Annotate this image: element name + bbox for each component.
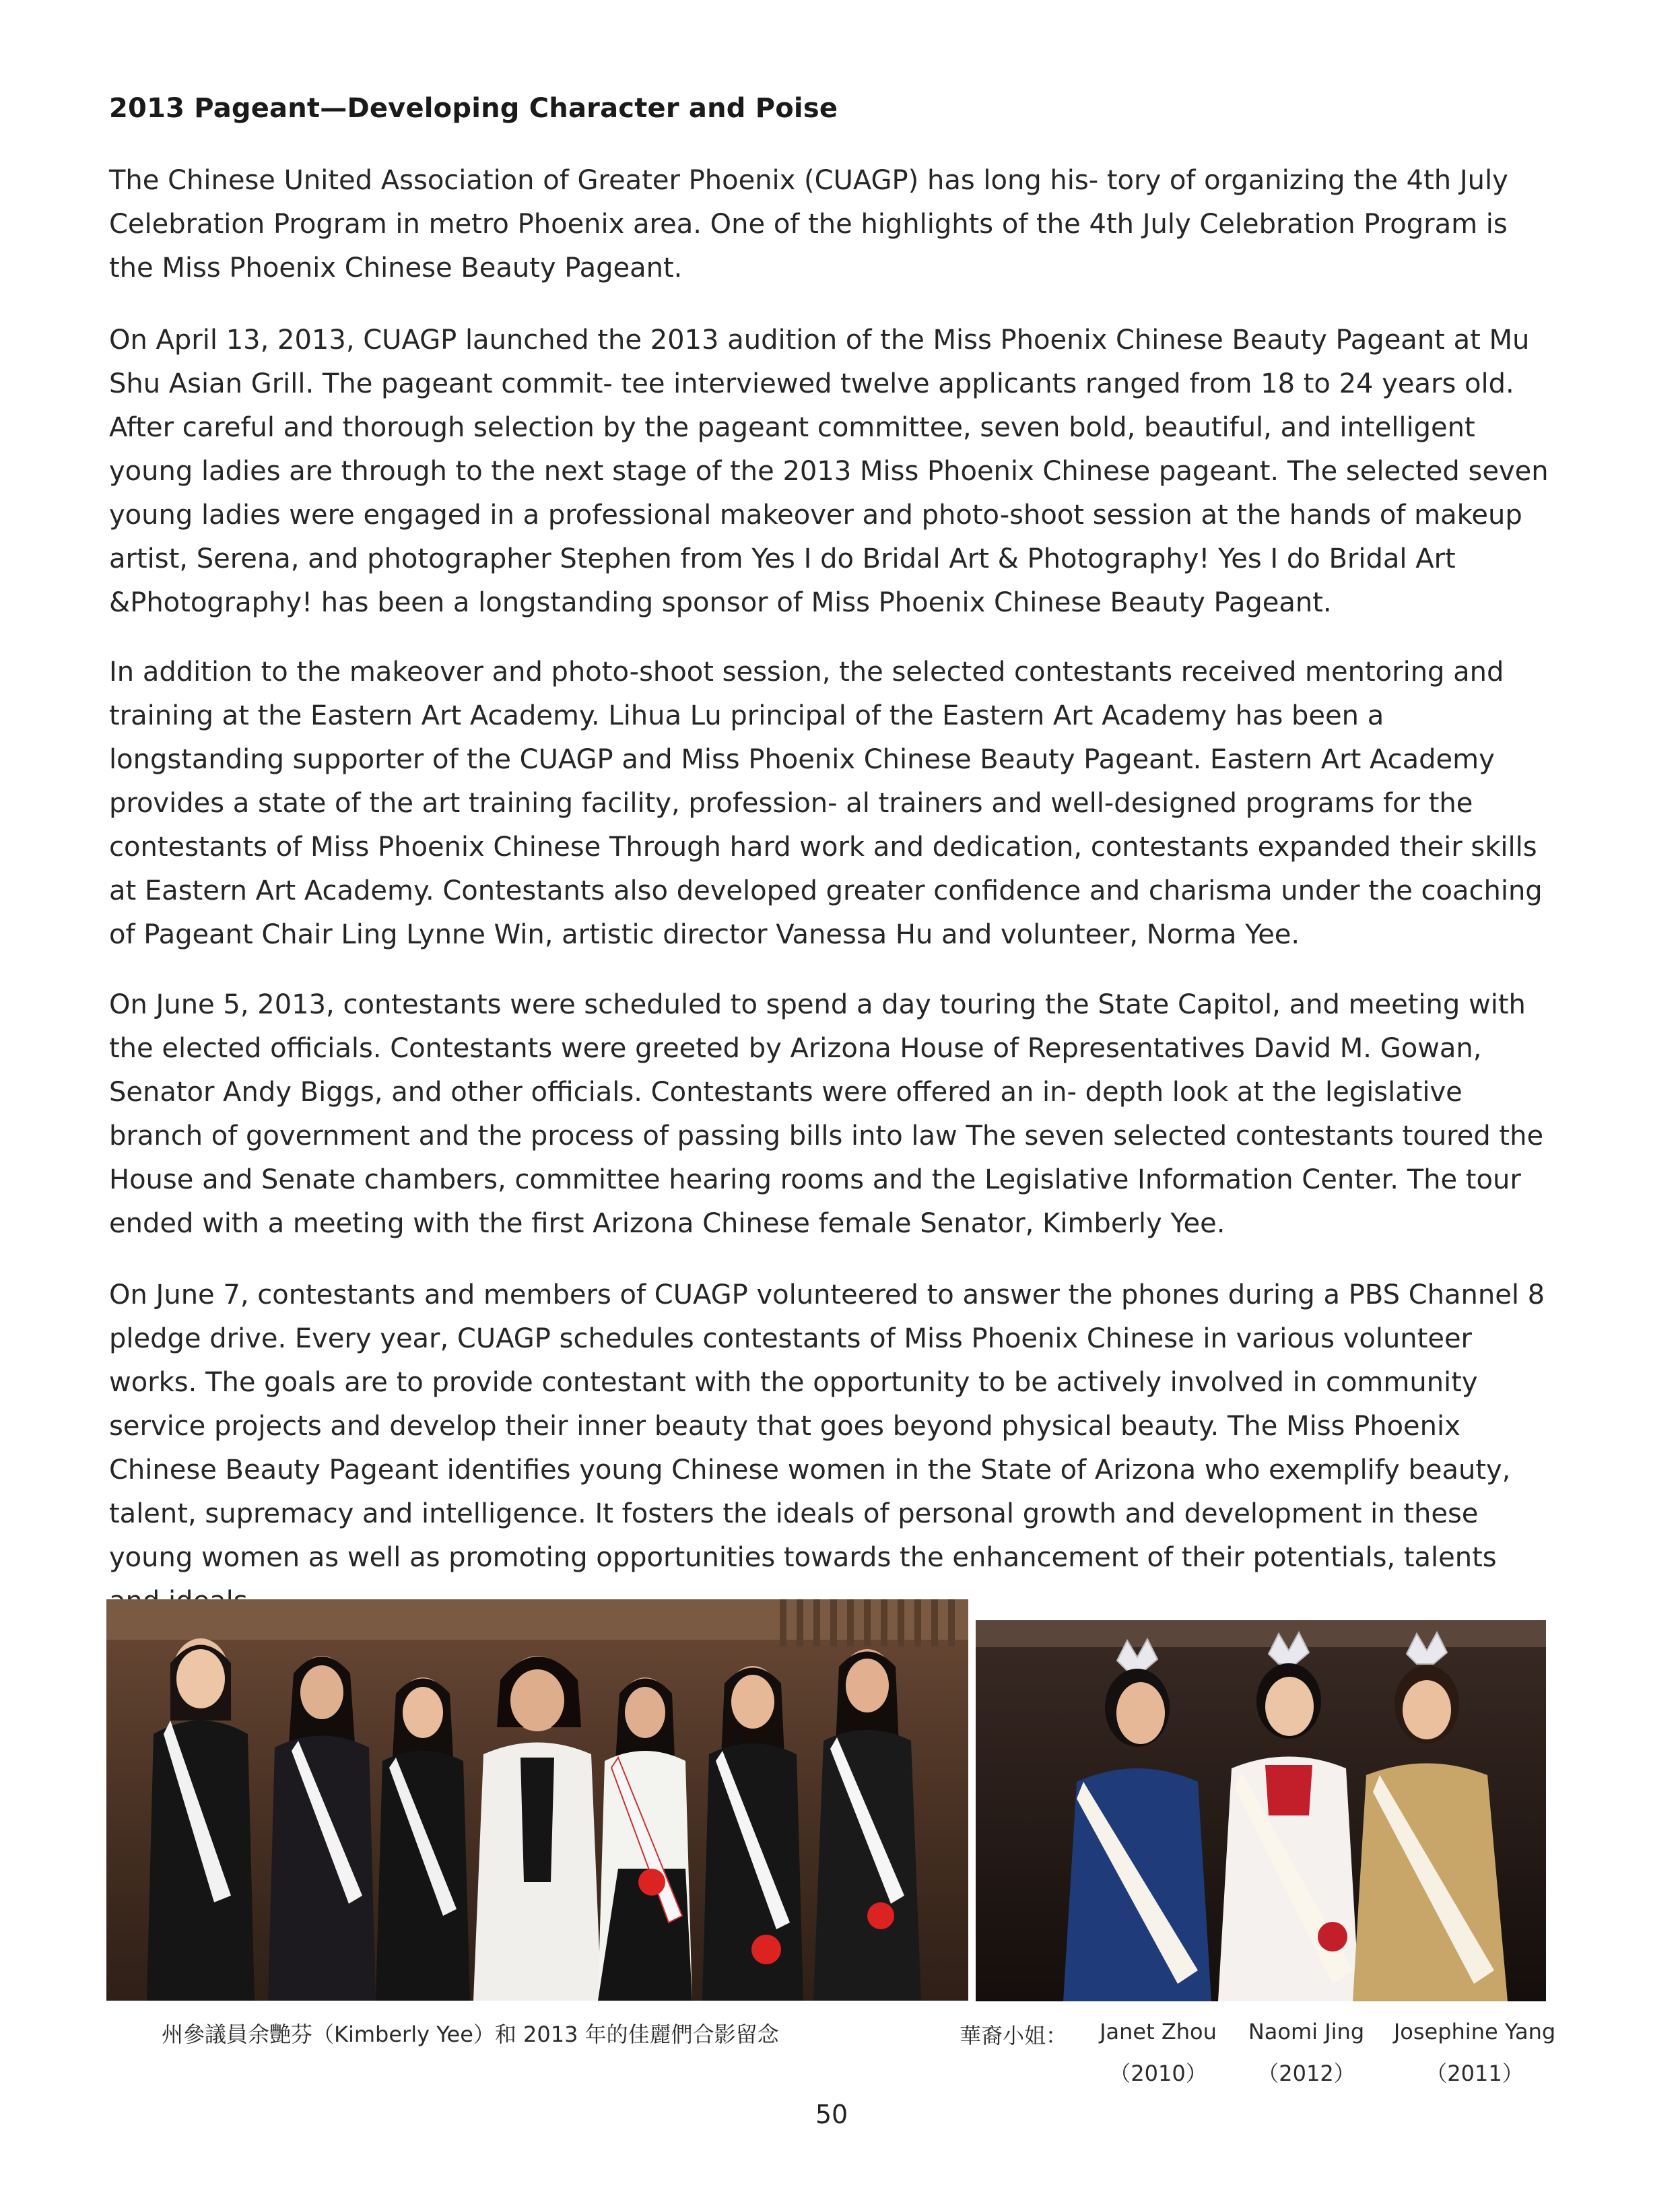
paragraph-1: The Chinese United Association of Greater Phoenix (CUAGP) has long his- tory of organizing the 4th July Celebration Program in metro Phoenix area. One of the highlights of the 4th July Celebration Program is the Miss Phoenix Chinese Beauty Pageant.	[109, 165, 1508, 283]
group-photo-illustration	[106, 1599, 968, 2001]
group-photo-contestants	[106, 1599, 968, 2001]
paragraph-2: On April 13, 2013, CUAGP launched the 2013 audition of the Miss Phoenix Chinese Beauty Pageant at Mu Shu Asian Grill. The pageant commit- tee interviewed twelve applicants ranged from 18 to 24 years old. After careful and thorough selection by the pageant committee, seven bold, beautiful, and intelligent young ladies are through to the next stage of the 2013 Miss Phoenix Chinese pageant. The selected seven young ladies were engaged in a professional makeover and photo-shoot session at the hands of makeup artist, Serena, and photographer Stephen from Yes I do Bridal Art & Photography! Yes I do Bridal Art &Photography! has been a longstanding sponsor of Miss Phoenix Chinese Beauty Pageant.	[109, 325, 1549, 618]
page-number: 50	[815, 2100, 848, 2129]
group-photo-caption: 州參議員余艷芬（Kimberly Yee）和 2013 年的佳麗們合影留念	[162, 2022, 779, 2047]
past-winners-illustration	[976, 1620, 1546, 2001]
winner-caption-1	[1077, 2019, 1239, 2088]
winner-year: （2011）	[1425, 2061, 1524, 2086]
winner-name: Josephine Yang	[1393, 2019, 1556, 2044]
article-title: 2013 Pageant—Developing Character and Poise	[109, 93, 838, 124]
paragraph-5: On June 7, contestants and members of CUAGP volunteered to answer the phones during a PBS Channel 8 pledge drive. Every year, CUAGP schedules contestants of Miss Phoenix Chinese in various volunteer works. The goals are to provide contestant with the opportunity to be actively involved in community service projects and develop their inner beauty that goes beyond physical beauty. The Miss Phoenix Chinese Beauty Pageant identifies young Chinese women in the State of Arizona who exemplify beauty, talent, supremacy and intelligence. It fosters the ideals of personal growth and development in these young women as well as promoting opportunities towards the enhancement of their potentials, talents	[109, 1279, 1545, 1573]
winner-year: （2010）	[1109, 2061, 1207, 2086]
winners-caption-label: 華裔小姐：	[960, 2023, 1068, 2048]
winner-name: Janet Zhou	[1100, 2019, 1217, 2044]
paragraph-3: In addition to the makeover and photo-shoot session, the selected contestants received mentoring and training at the Eastern Art Academy. Lihua Lu principal of the Eastern Art Academy has been a longstanding supporter of the CUAGP and Miss Phoenix Chinese Beauty Pageant. Eastern Art Academy provides a state of the art training facility, profession- al trainers and well-designed programs for the contestants of Miss Phoenix Chinese Through hard work and dedication, contestants expanded their skills at Eastern Art Academy. Contestants also developed greater confidence and charisma under the coaching of Pageant Chair Ling Lynne Win, artistic director Vanessa Hu and volunteer, Norma Yee.	[109, 657, 1543, 950]
paragraph-4: On June 5, 2013, contestants were scheduled to spend a day touring the State Capitol, and meeting with the elected officials. Contestants were greeted by Arizona House of Representatives David M. Gowan, Senator Andy Biggs, and other officials. Contestants were offered an in- depth look at the legislative branch of government and the process of passing bills into law The seven selected contestants toured the House and Senate chambers, committee hearing rooms and the Legislative Information Center. The tour ended with a meeting with the first Arizona Chinese female Senator, Kimberly Yee.	[109, 989, 1544, 1239]
winner-year: （2012）	[1257, 2061, 1355, 2086]
winner-caption-2	[1225, 2019, 1387, 2088]
winner-caption-3	[1374, 2019, 1576, 2088]
winner-name: Naomi Jing	[1248, 2019, 1365, 2044]
past-winners-photo	[976, 1620, 1546, 2001]
